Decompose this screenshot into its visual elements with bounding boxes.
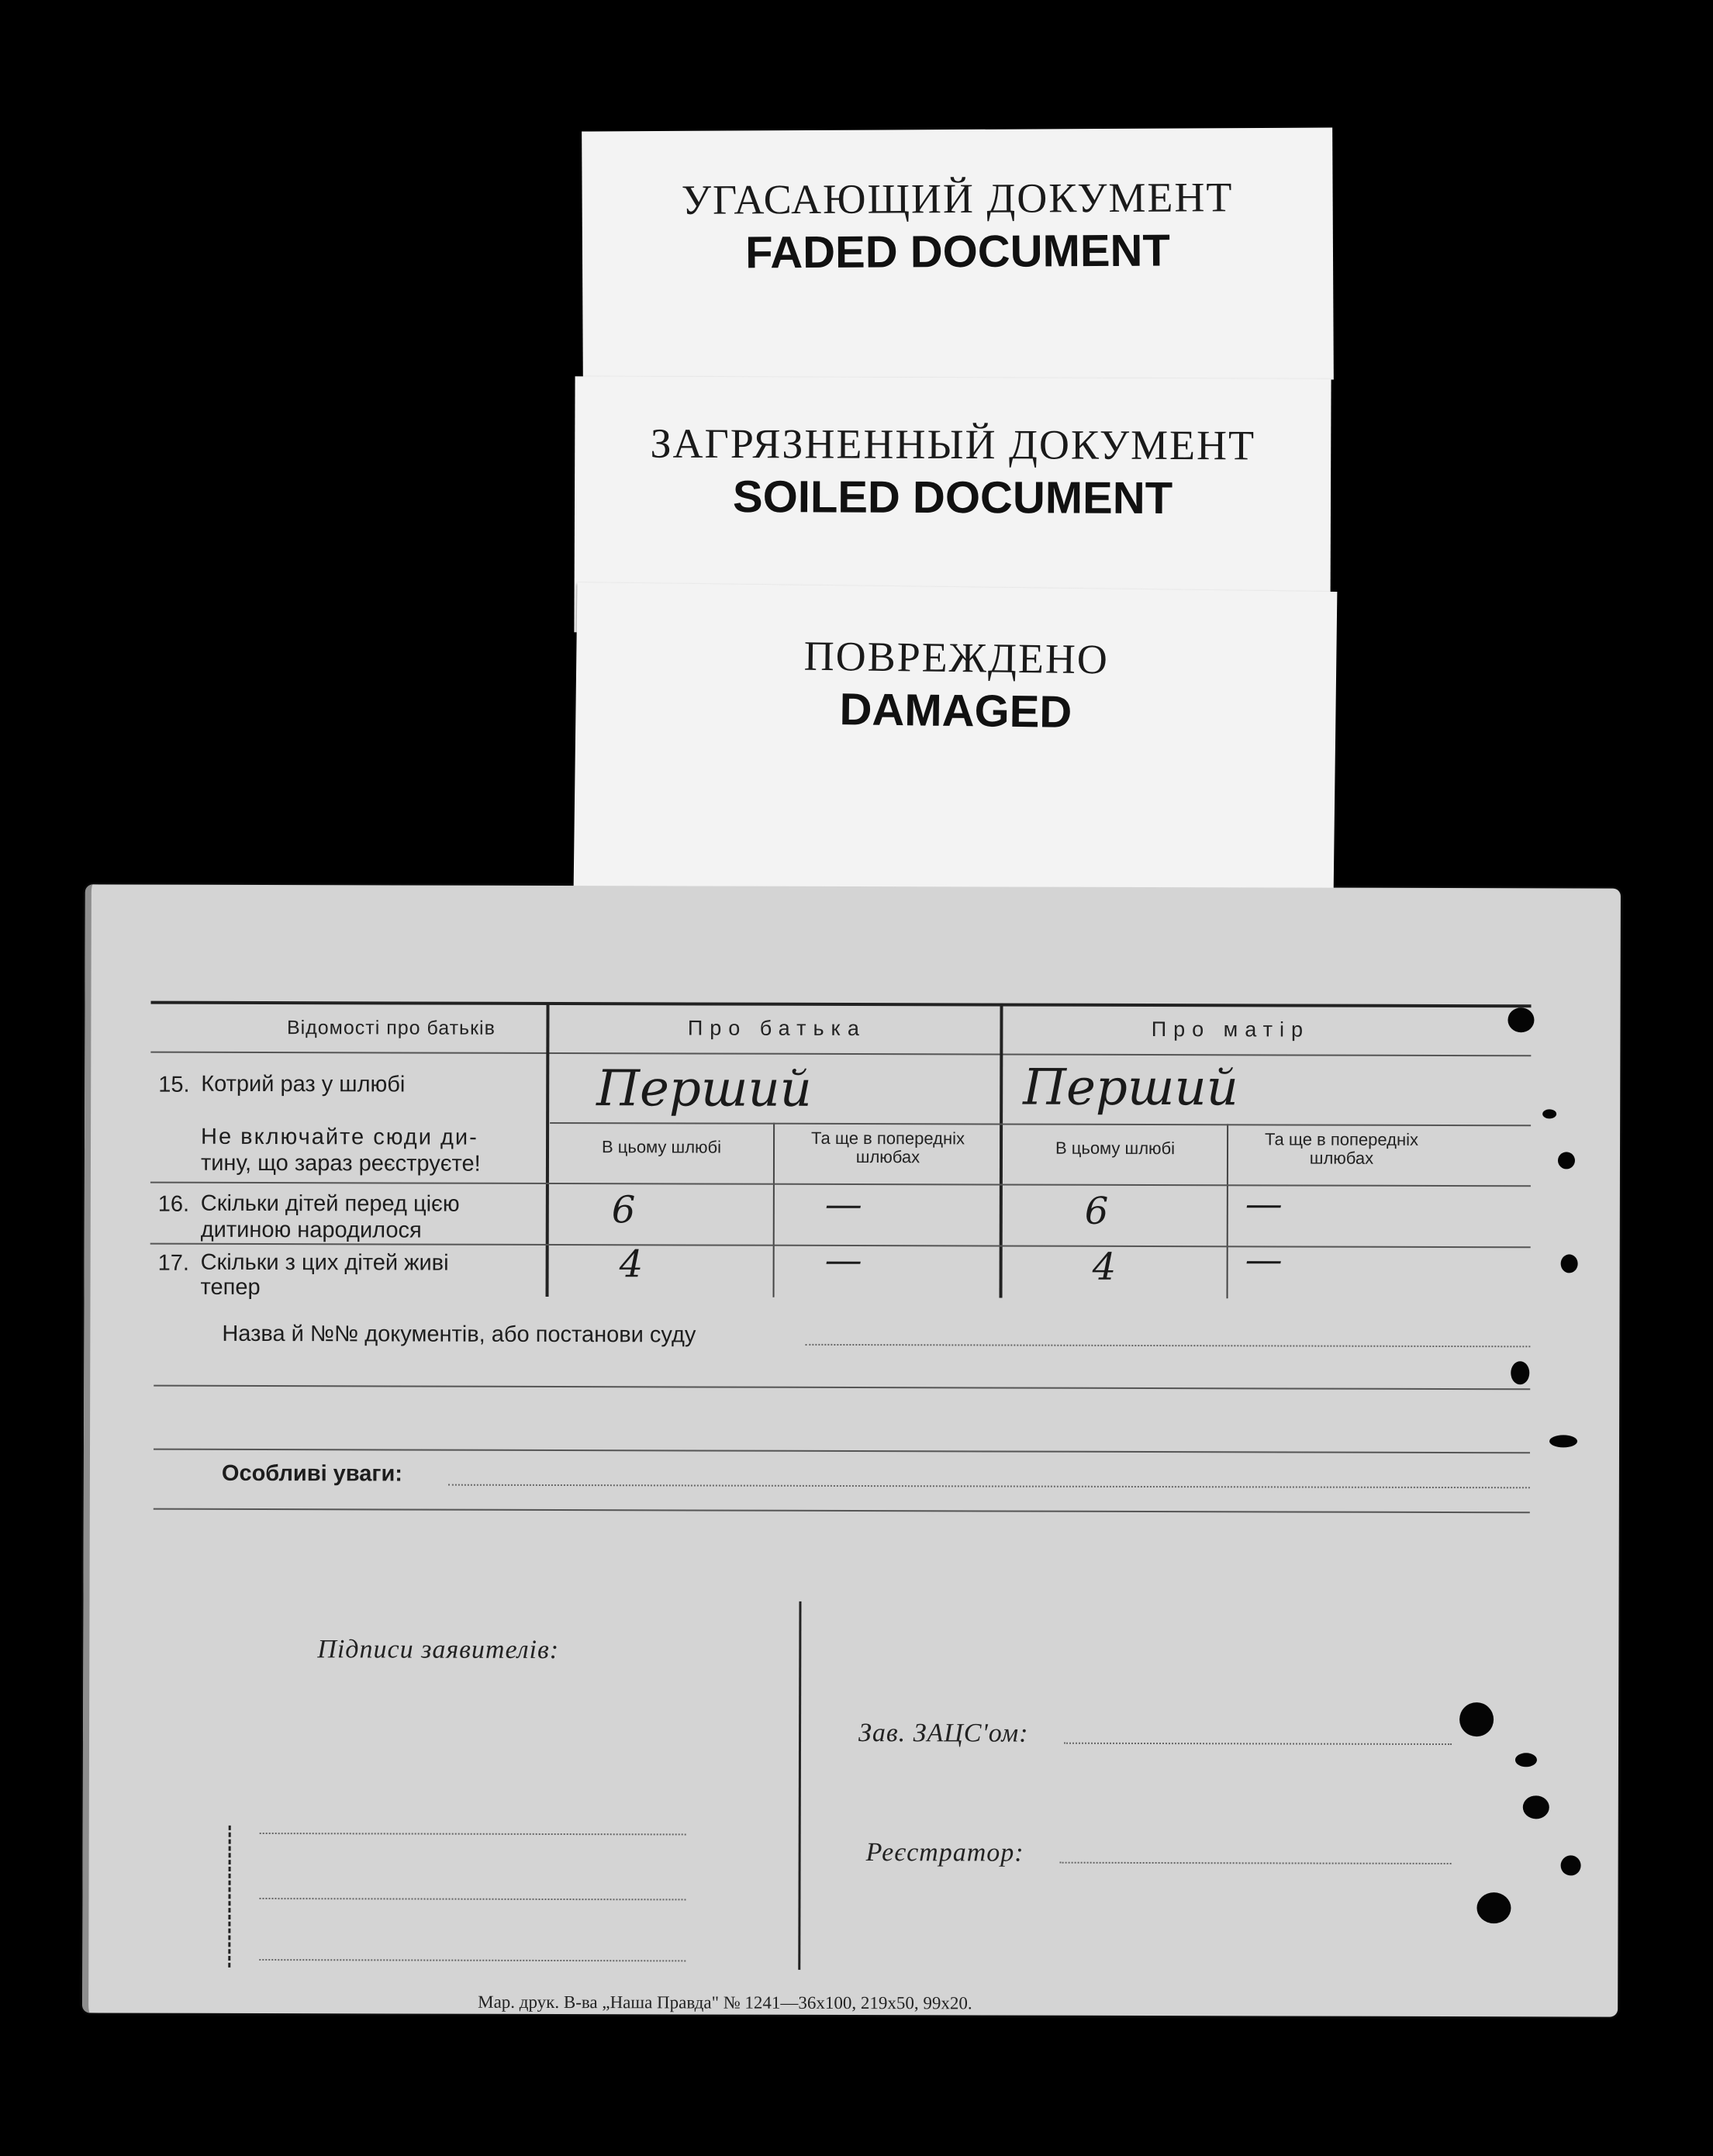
punch-hole <box>1459 1702 1494 1736</box>
punch-hole <box>1558 1152 1575 1169</box>
notice-card-faded <box>582 127 1334 383</box>
notice-card-damaged <box>574 582 1338 898</box>
mother-children-alive: 4 <box>1092 1245 1117 1289</box>
punch-hole <box>1523 1795 1549 1819</box>
notice-ru-text: ПОВРЕЖДЕНО <box>803 632 1110 683</box>
remarks-label: Особливі уваги: <box>221 1460 403 1487</box>
subheader-this-marriage: В цьому шлюбі <box>601 1137 722 1157</box>
father-children-born-prev: — <box>824 1182 862 1227</box>
row-number: 17. <box>157 1250 189 1276</box>
father-children-alive: 4 <box>619 1242 644 1287</box>
father-children-born: 6 <box>611 1188 636 1232</box>
row-label: Скільки дітей перед цією <box>200 1190 460 1217</box>
notice-en-text: DAMAGED <box>839 684 1072 738</box>
printer-imprint: Мар. друк. В-ва „Наша Правда" № 1241—36х100, 219х50, 99х20. <box>478 1992 972 2013</box>
notice-ru-text: ЗАГРЯЗНЕННЫЙ ДОКУМЕНТ <box>650 420 1256 469</box>
row-number: 15. <box>158 1072 190 1097</box>
punch-hole <box>1561 1855 1581 1875</box>
signature-bracket <box>228 1826 230 1968</box>
header-about-mother: Про матір <box>1151 1018 1311 1042</box>
punch-hole <box>1542 1109 1556 1118</box>
header-parents-info: Відомості про батьків <box>286 1017 496 1039</box>
mother-children-alive-prev: — <box>1245 1238 1283 1282</box>
subheader-previous-marriages <box>776 1129 1000 1167</box>
father-marriage-count: Перший <box>596 1060 813 1118</box>
punch-hole <box>1549 1435 1577 1447</box>
notice-ru-text: УГАСАЮЩИЙ ДОКУМЕНТ <box>681 174 1234 223</box>
mother-children-born-prev: — <box>1245 1182 1283 1226</box>
header-about-father: Про батька <box>687 1016 866 1041</box>
registrar-label: Реєстратор: <box>865 1838 1024 1867</box>
row-label: Скільки з цих дітей живі <box>200 1249 449 1276</box>
note-line: Не включайте сюди ди- <box>201 1124 478 1150</box>
applicants-signatures-label: Підписи заявителів: <box>317 1635 560 1665</box>
note-line: тину, що зараз реєструєте! <box>200 1150 481 1176</box>
subheader-line: Та ще в попередніх <box>811 1128 965 1149</box>
notice-en-text: FADED DOCUMENT <box>744 225 1171 278</box>
row-label: Котрий раз у шлюбі <box>201 1071 406 1097</box>
subheader-line: шлюбах <box>1309 1148 1374 1168</box>
row-number: 16. <box>157 1191 190 1217</box>
punch-hole <box>1508 1007 1534 1032</box>
punch-hole <box>1511 1361 1529 1384</box>
subheader-this-marriage: В цьому шлюбі <box>1055 1138 1176 1159</box>
notice-en-text: SOILED DOCUMENT <box>732 472 1173 523</box>
subheader-previous-marriages <box>1230 1130 1453 1168</box>
punch-hole <box>1476 1892 1511 1923</box>
row-label: тепер <box>200 1274 261 1301</box>
subheader-line: шлюбах <box>855 1147 920 1167</box>
punch-hole <box>1561 1254 1578 1273</box>
row-label: дитиною народилося <box>200 1217 422 1243</box>
subheader-line: Та ще в попередніх <box>1265 1129 1419 1149</box>
documents-label: Назва й №№ документів, або постанови суду <box>222 1321 696 1348</box>
mother-marriage-count: Перший <box>1023 1059 1239 1118</box>
father-children-alive-prev: — <box>824 1238 862 1283</box>
mother-children-born: 6 <box>1084 1189 1109 1233</box>
registry-head-label: Зав. ЗАЦС'ом: <box>858 1719 1029 1748</box>
punch-hole <box>1515 1753 1537 1767</box>
registry-form-sheet <box>82 884 1621 2016</box>
